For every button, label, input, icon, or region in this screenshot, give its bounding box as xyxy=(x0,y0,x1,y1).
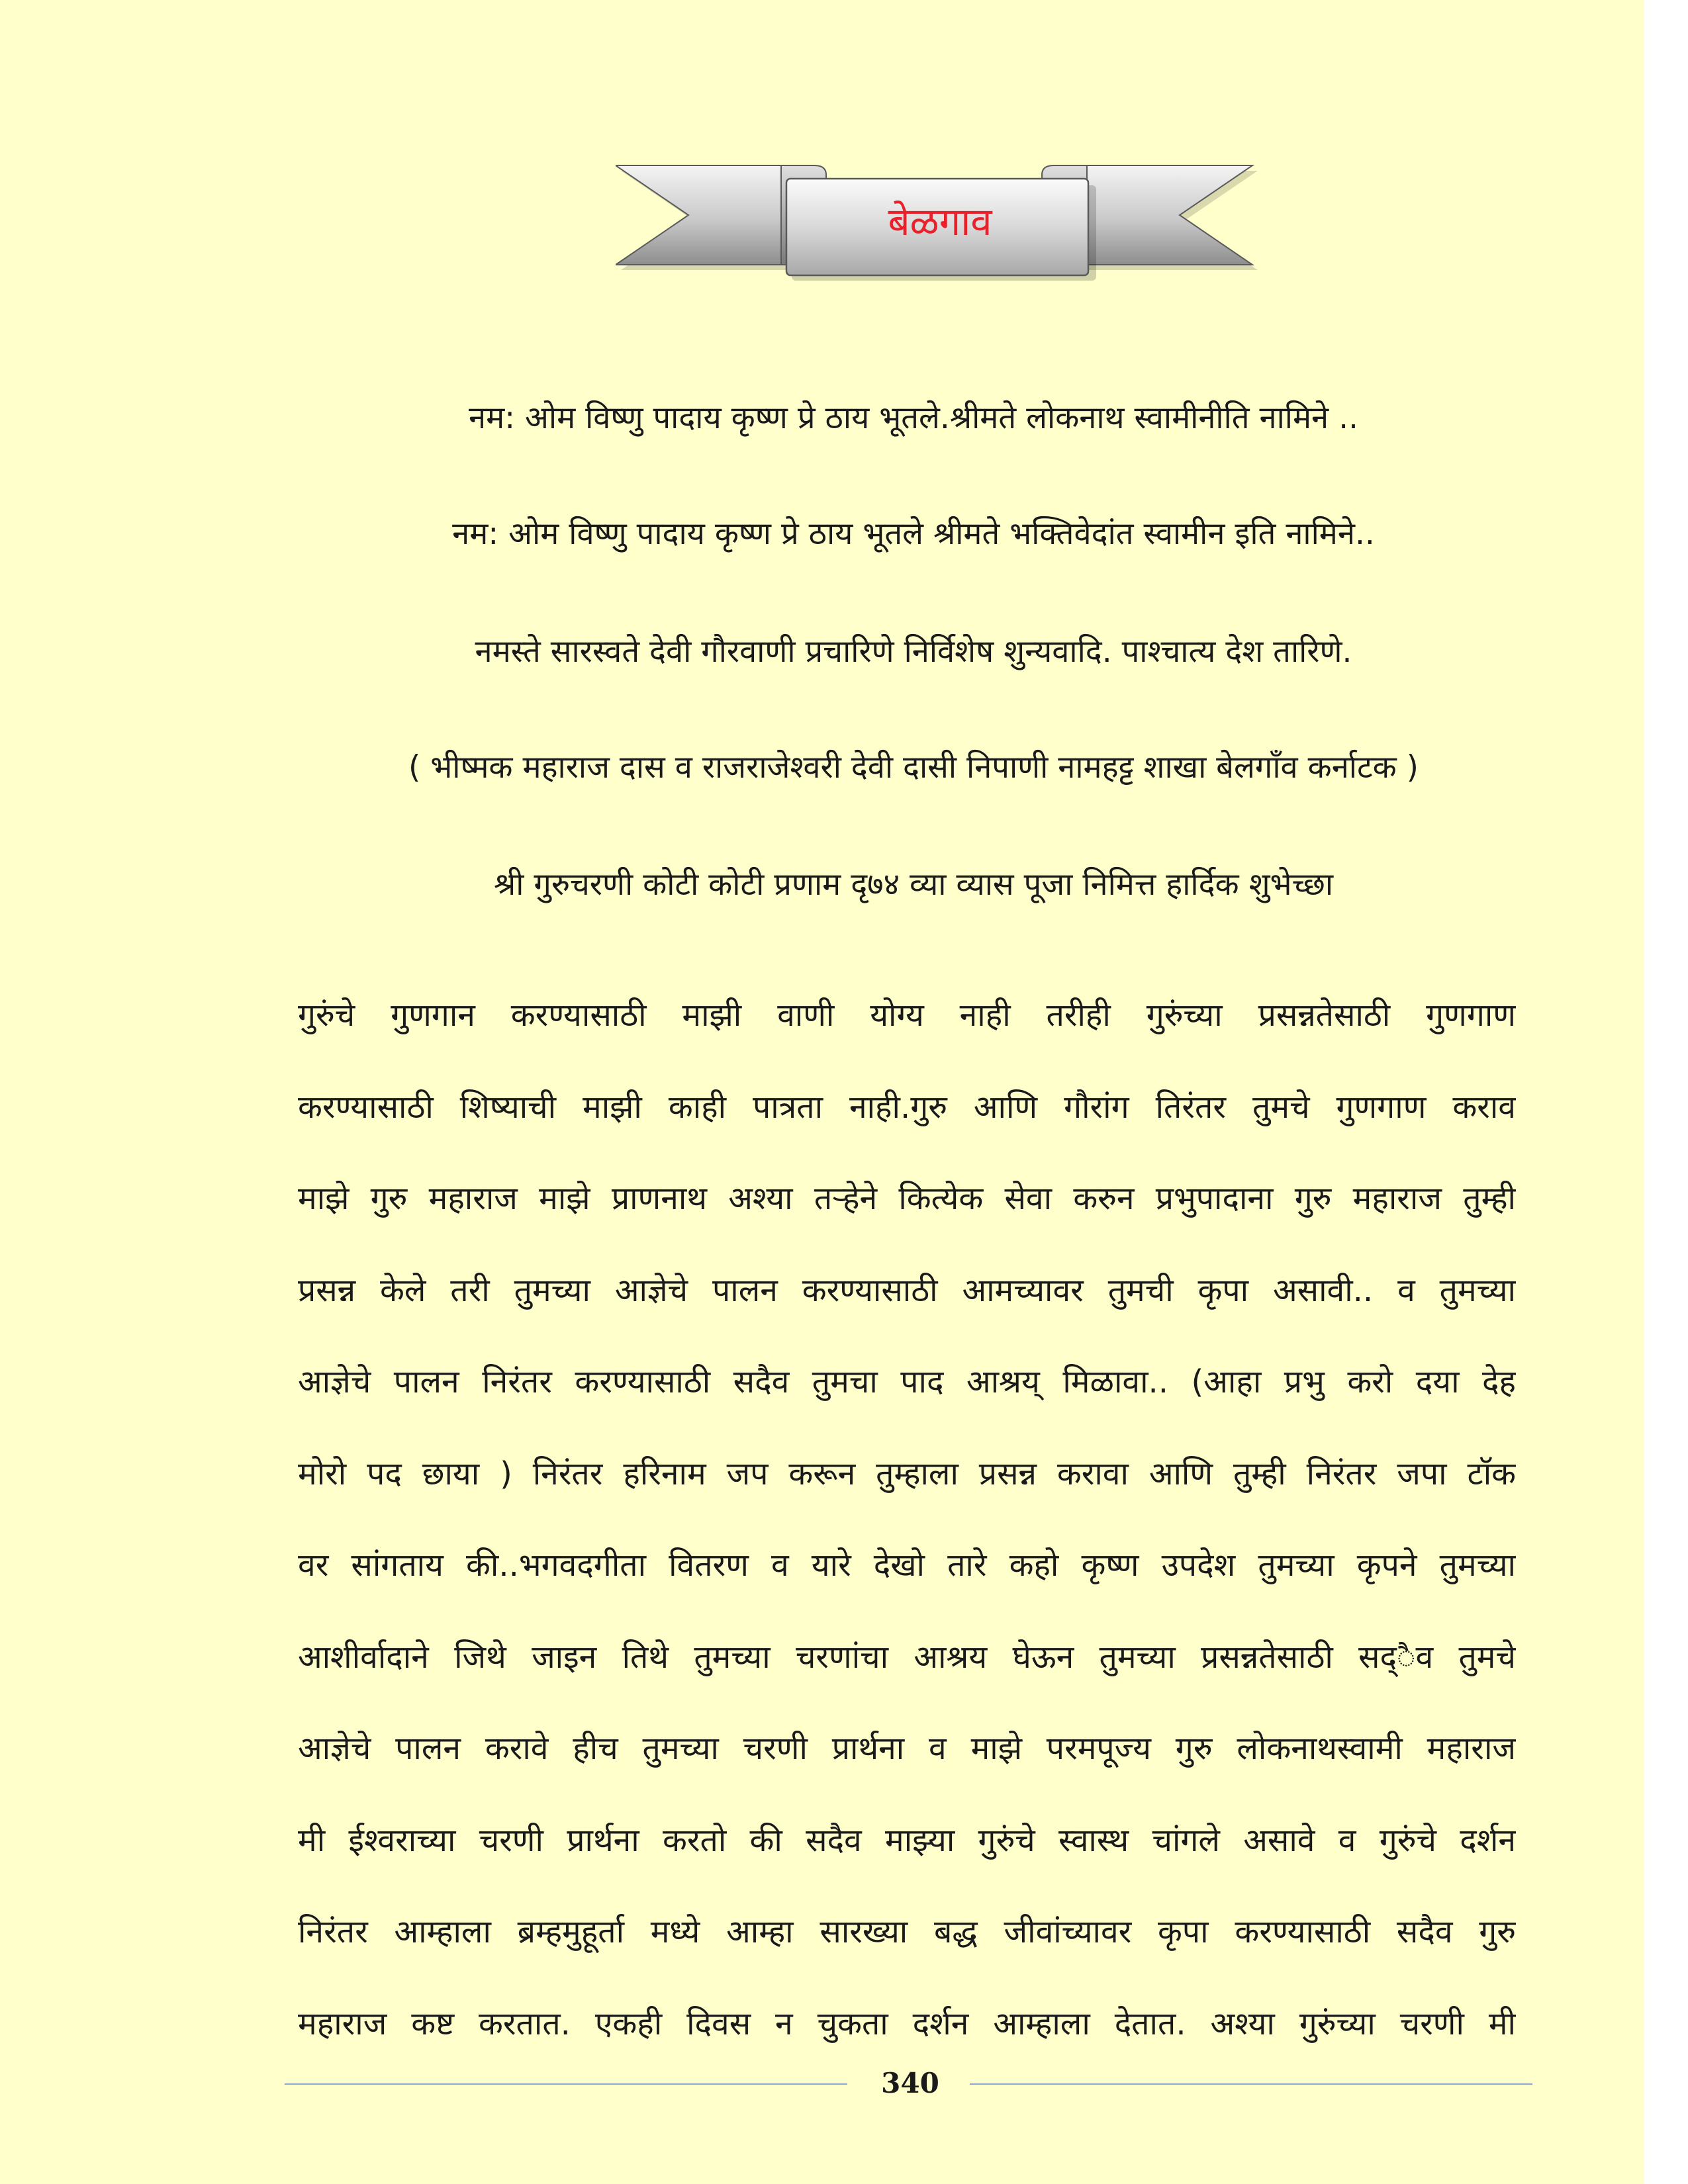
footer-rule-right xyxy=(970,2083,1532,2085)
body-text-line: मी ईश्‍वराच्या चरणी प्रार्थना करतो की सदैव माझ्या गुरुंचे स्वास्थ चांगले असावे व गुरुंचे दर्शन xyxy=(298,1821,1516,1859)
body-text-line: आज्ञेचे पालन करावे हीच तुमच्या चरणी प्रार्थना व माझे परमपूज्य गुरु लोकनाथस्वामी महाराज xyxy=(298,1730,1516,1767)
invocation-line-3: नमस्ते सारस्वते देवी गौरवाणी प्रचारिणे निर्विशेष शुन्यवादि. पाश्‍चात्य देश तारिणे. xyxy=(475,633,1352,670)
body-text-line: मोरो पद छाया ) निरंतर हरिनाम जप करून तुम्हाला प्रसन्न करावा आणि तुम्ही निरंतर जपा टॉक xyxy=(298,1455,1516,1492)
body-text-line: महाराज कष्ट करतात. एकही दिवस न चुकता दर्शन आम्हाला देतात. अश्‍या गुरुंच्या चरणी मी xyxy=(298,2005,1516,2042)
body-text-line: गुरुंचे गुणगान करण्यासाठी माझी वाणी योग्य नाही तरीही गुरुंच्या प्रसन्नतेसाठी गुणगाण xyxy=(298,997,1516,1034)
ribbon-left-end xyxy=(616,165,781,265)
greeting-line: श्री गुरुचरणी कोटी कोटी प्रणाम दृ७४ व्या व्यास पूजा निमित्त हार्दिक शुभेच्छा xyxy=(494,866,1333,903)
body-text-line: प्रसन्न केले तरी तुमच्या आज्ञेचे पालन करण्यासाठी आमच्यावर तुमची कृपा असावी.. व तुमच्या xyxy=(298,1271,1516,1309)
body-paragraph xyxy=(298,970,1516,2070)
invocation-line-2: नम: ओम विष्णु पादाय कृष्ण प्रे ठाय भूतले श्रीमते भक्तिवेदांत स्वामीन इति नामिने.. xyxy=(452,516,1375,552)
body-text-line: माझे गुरु महाराज माझे प्राणनाथ अश्‍या तऱ्हेने कित्येक सेवा करुन प्रभुपादाना गुरु महाराज तुम्ही xyxy=(298,1180,1516,1217)
body-text-line: निरंतर आम्हाला ब्रम्हमुहूर्ता मध्ये आम्हा सारख्या बद्ध जीवांच्यावर कृपा करण्यासाठी सदैव गुरु xyxy=(298,1913,1516,1950)
banner-title: बेळगाव xyxy=(888,199,992,244)
body-text-line: आज्ञेचे पालन निरंतर करण्यासाठी सदैव तुमचा पाद आश्रय् मिळावा.. (आहा प्रभु करो दया देह xyxy=(298,1363,1516,1400)
author-line: ( भीष्मक महाराज दास व राजराजेश्वरी देवी दासी निपाणी नामहट्ट शाखा बेलगाँव कर्नाटक ) xyxy=(408,749,1419,786)
invocation-line-1: नम: ओम विष्णु पादाय कृष्ण प्रे ठाय भूतले.श्रीमते लोकनाथ स्वामीनीति नामिने .. xyxy=(469,400,1358,436)
body-text-line: वर सांगताय की..भगवदगीता वितरण व यारे देखो तारे कहो कृष्ण उपदेश तुमच्या कृपने तुमच्या xyxy=(298,1547,1516,1584)
page-number: 340 xyxy=(881,2067,939,2099)
ribbon-right-end xyxy=(1087,165,1252,265)
body-text-line: करण्यासाठी शिष्याची माझी काही पात्रता नाही.गुरु आणि गौरांग तिरंतर तुमचे गुणगाण कराव xyxy=(298,1088,1516,1126)
footer-rule-left xyxy=(285,2083,847,2085)
body-text-line: आशीर्वादाने जिथे जाइन तिथे तुमच्या चरणांचा आश्रय घेऊन तुमच्या प्रसन्नतेसाठी सद्‍ैव तुमचे xyxy=(298,1638,1516,1676)
